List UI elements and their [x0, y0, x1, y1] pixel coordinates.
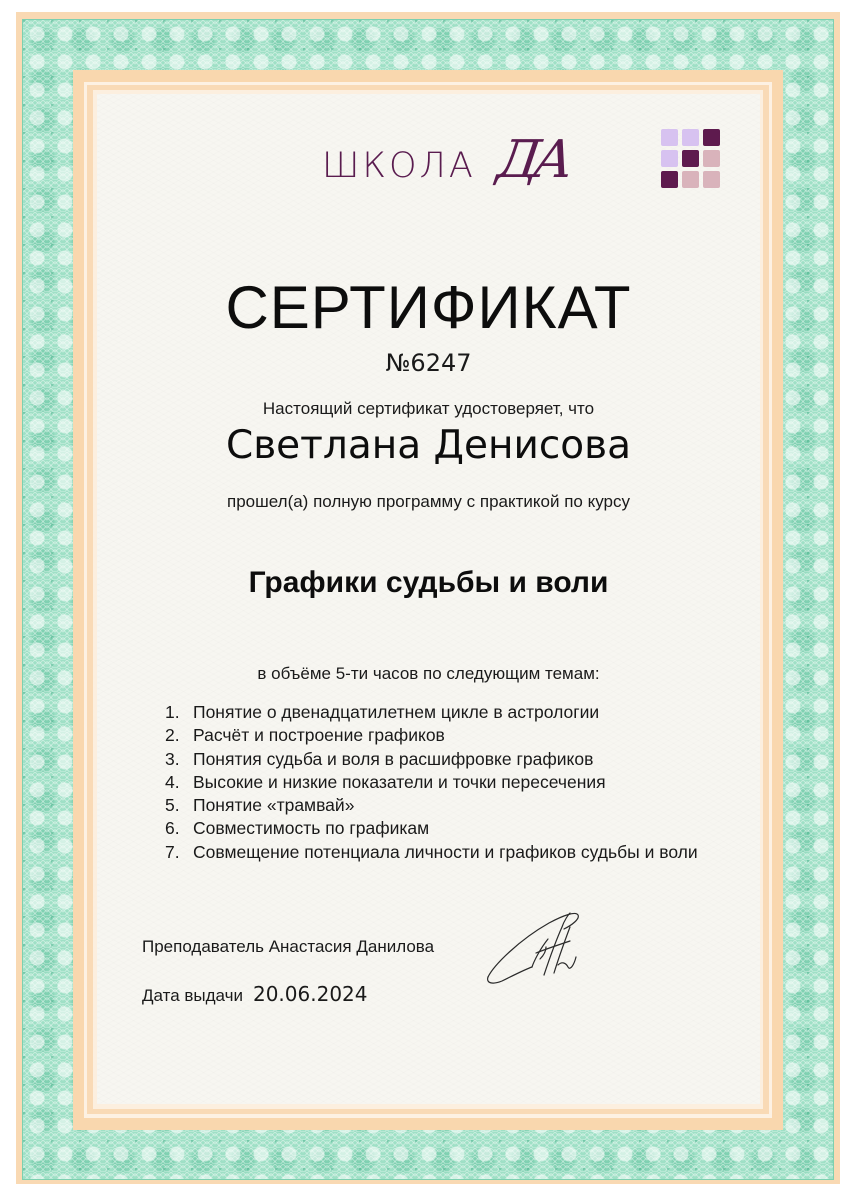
logo-grid-cell: [682, 150, 699, 167]
topic-item: [165, 724, 725, 747]
topic-number: 2.: [165, 725, 180, 746]
topic-number: 7.: [165, 841, 180, 862]
logo-grid-cell: [661, 171, 678, 188]
topic-number: 5.: [165, 795, 180, 816]
completion-text: прошел(а) полную программу с практикой по курсу: [227, 492, 630, 511]
topic-text: Понятия судьба и воля в расшифровке графиков: [193, 748, 594, 769]
logo-grid-cell: [661, 150, 678, 167]
certificate-title: СЕРТИФИКАТ: [225, 274, 632, 341]
teacher-name: Преподаватель Анастасия Данилова: [142, 937, 435, 956]
signature-icon: [484, 905, 584, 990]
topic-text: Совмещение потенциала личности и графиков судьбы и воли: [193, 841, 698, 862]
recipient-name: Светлана Денисова: [225, 423, 632, 468]
topic-number: 1.: [165, 702, 180, 722]
topics-list: [165, 701, 725, 864]
issue-date-label: Дата выдачи: [142, 986, 243, 1005]
topic-text: Понятие «трамвай»: [193, 795, 355, 816]
logo-grid-cell: [703, 171, 720, 188]
intro-text: Настоящий сертификат удостоверяет, что: [262, 399, 595, 418]
topic-text: Высокие и низкие показатели и точки пересечения: [193, 771, 606, 792]
hours-text: в объёме 5-ти часов по следующим темам:: [257, 664, 600, 683]
logo-grid-cell: [703, 129, 720, 146]
topic-item: [165, 771, 725, 794]
logo-grid-icon: [661, 129, 720, 188]
topic-number: 4.: [165, 771, 180, 792]
topic-number: 3.: [165, 748, 180, 769]
topic-number: 6.: [165, 818, 180, 839]
issue-date-value: 20.06.2024: [252, 982, 368, 1006]
logo-grid-cell: [661, 129, 678, 146]
logo-grid-cell: [703, 150, 720, 167]
topic-item: [165, 794, 725, 817]
logo-script-initials: ДА: [493, 130, 572, 190]
topic-text: Совместимость по графикам: [193, 818, 430, 839]
certificate-number: №6247: [385, 349, 472, 377]
topic-item: [165, 817, 725, 840]
topic-text: Расчёт и построение графиков: [193, 725, 445, 746]
topic-item: [165, 701, 725, 724]
topic-item: [165, 748, 725, 771]
course-name: Графики судьбы и воли: [248, 566, 609, 599]
school-logo: [322, 128, 572, 190]
topic-item: [165, 841, 725, 864]
logo-grid-cell: [682, 129, 699, 146]
issue-date-line: [142, 982, 368, 1006]
logo-grid-cell: [682, 171, 699, 188]
topic-text: Понятие о двенадцатилетнем цикле в астрологии: [193, 702, 600, 722]
logo-word: ШКОЛА: [322, 146, 476, 186]
